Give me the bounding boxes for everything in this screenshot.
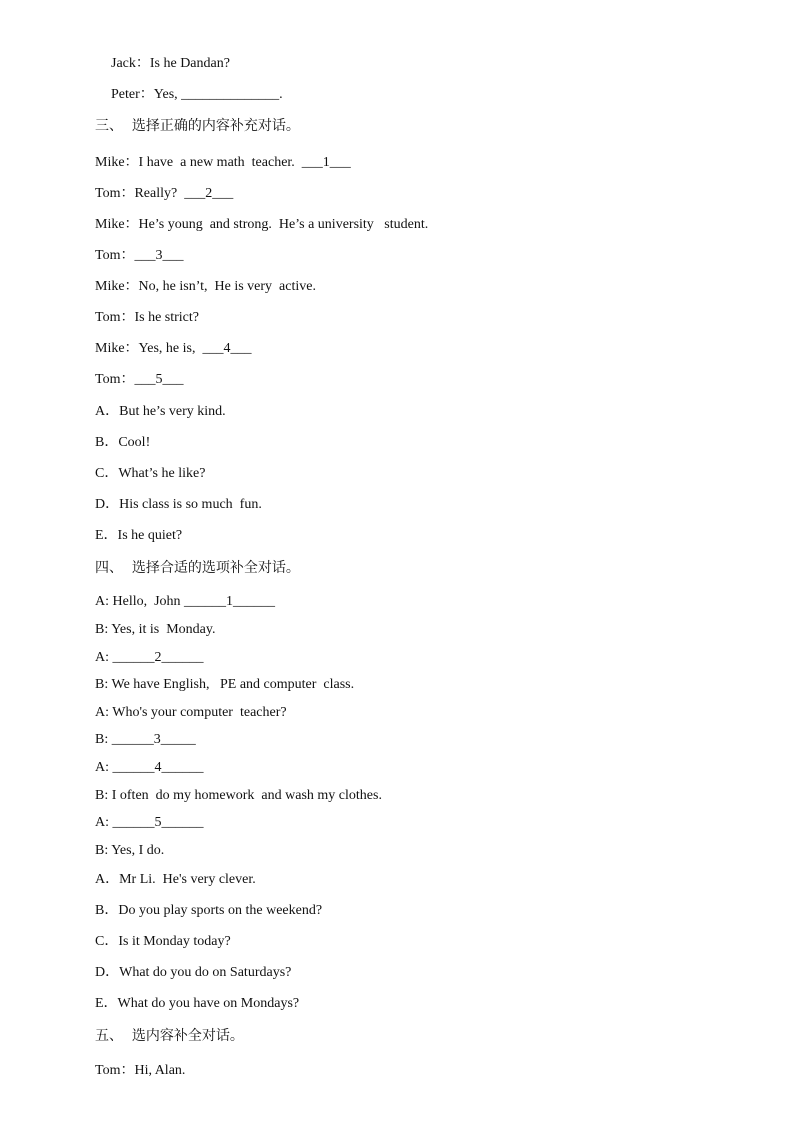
dialogue-line: B: Yes, it is Monday. xyxy=(95,622,216,637)
section-4-heading: 四、 选择合适的选项补全对话。 xyxy=(95,560,300,576)
intro-line-2: Peter：Yes, ______________. xyxy=(111,87,283,102)
dialogue-line: Tom：___5___ xyxy=(95,372,184,387)
dialogue-line: Mike：No, he isn’t, He is very active. xyxy=(95,279,316,294)
dialogue-line: Mike：Yes, he is, ___4___ xyxy=(95,341,252,356)
option-line: B．Cool! xyxy=(95,435,151,450)
intro-line-1: Jack：Is he Dandan? xyxy=(111,56,230,71)
dialogue-line: B: Yes, I do. xyxy=(95,843,165,858)
dialogue-line: Mike：I have a new math teacher. ___1___ xyxy=(95,155,351,170)
dialogue-line: B: I often do my homework and wash my clothes. xyxy=(95,788,382,803)
option-line: D．What do you do on Saturdays? xyxy=(95,965,292,980)
dialogue-line: A: ______4______ xyxy=(95,760,204,775)
dialogue-line: Tom：Hi, Alan. xyxy=(95,1063,186,1078)
option-line: C．Is it Monday today? xyxy=(95,934,231,949)
dialogue-line: Mike：He’s young and strong. He’s a university student. xyxy=(95,217,429,232)
dialogue-line: Tom：___3___ xyxy=(95,248,184,263)
dialogue-line: B: We have English, PE and computer class. xyxy=(95,677,355,692)
dialogue-line: Tom：Really? ___2___ xyxy=(95,186,234,201)
option-line: A．But he’s very kind. xyxy=(95,404,226,419)
option-line: D．His class is so much fun. xyxy=(95,497,262,512)
dialogue-line: B: ______3_____ xyxy=(95,732,196,747)
option-line: E．What do you have on Mondays? xyxy=(95,996,300,1011)
option-line: A．Mr Li. He's very clever. xyxy=(95,872,256,887)
dialogue-line: A: Who's your computer teacher? xyxy=(95,705,287,720)
option-line: B．Do you play sports on the weekend? xyxy=(95,903,323,918)
option-line: E．Is he quiet? xyxy=(95,528,183,543)
option-line: C．What’s he like? xyxy=(95,466,206,481)
dialogue-line: A: Hello, John ______1______ xyxy=(95,594,276,609)
dialogue-line: A: ______5______ xyxy=(95,815,204,830)
dialogue-line: A: ______2______ xyxy=(95,650,204,665)
section-3-heading: 三、 选择正确的内容补充对话。 xyxy=(95,118,300,134)
section-5-heading: 五、 选内容补全对话。 xyxy=(95,1028,244,1044)
dialogue-line: Tom：Is he strict? xyxy=(95,310,199,325)
